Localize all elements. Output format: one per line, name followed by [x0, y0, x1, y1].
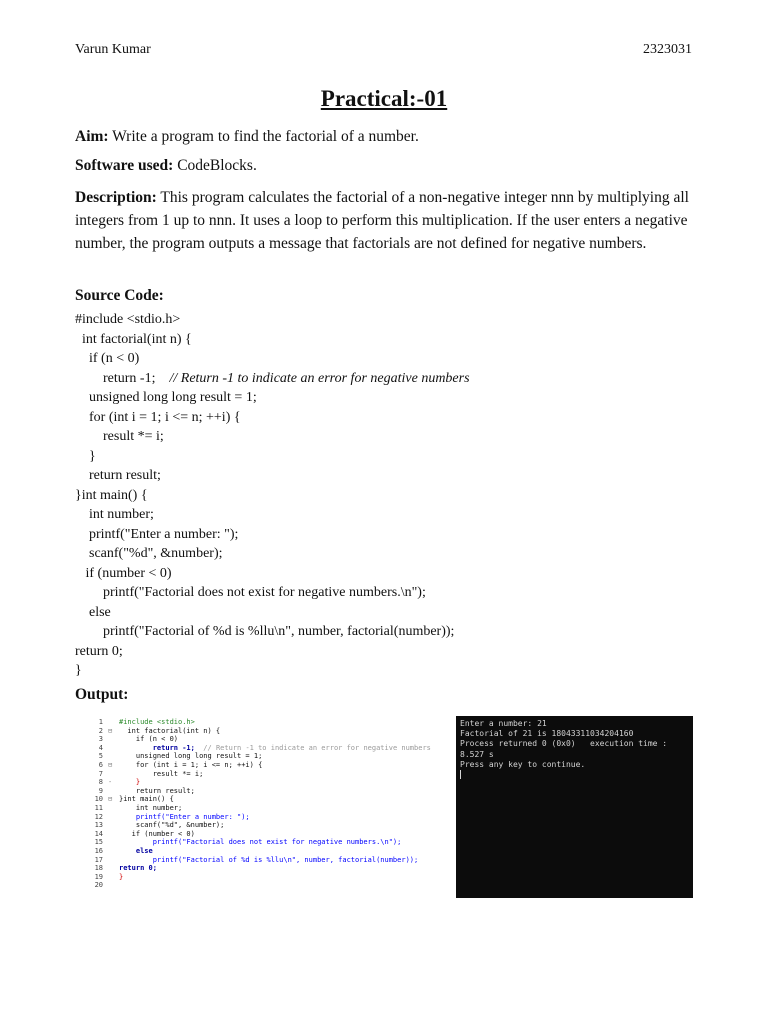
code-line: } [75, 663, 82, 678]
editor-line [119, 735, 431, 744]
line-number: 7 [98, 769, 103, 778]
editor-token: int factorial(int n) { [119, 726, 221, 735]
code-line: if (number < 0) [75, 565, 172, 581]
line-number: 15 [94, 838, 103, 847]
software-section [75, 154, 693, 177]
line-number: 14 [94, 829, 103, 838]
console-line: Enter a number: 21 [460, 719, 547, 728]
line-number: 19 [94, 872, 103, 881]
editor-comment: // Return -1 to indicate an error for negative numbers [203, 743, 431, 752]
editor-token: return result; [119, 786, 195, 795]
line-number: 16 [94, 846, 103, 855]
editor-line [119, 744, 431, 753]
code-line [75, 369, 695, 389]
console-line: Process returned 0 (0x0) execution time : [460, 739, 668, 749]
editor-line [119, 830, 431, 839]
line-number: 1 [98, 718, 103, 726]
editor-line [119, 838, 431, 847]
description-text: This program calculates the factorial of a non-negative integer nnn by multiplying all integers from 1 up to nnn. It uses a loop to perform this multiplication. If the user enters a negative number, the program outputs a message that factorials are not defined for negative numbers. [75, 189, 689, 252]
line-number: 12 [94, 812, 103, 821]
editor-line [119, 804, 431, 813]
editor-line [119, 813, 431, 822]
cursor-caret [460, 770, 461, 779]
line-number: 17 [94, 855, 103, 864]
editor-line [119, 847, 431, 856]
editor-token: #include <stdio.h> [119, 718, 195, 726]
editor-token: } [119, 778, 141, 787]
editor-line [119, 787, 431, 796]
code-line: }int main() { [75, 487, 148, 503]
editor-line [119, 761, 431, 770]
roll-number: 2323031 [643, 42, 692, 57]
code-line: } [75, 448, 96, 464]
editor-token: return 0; [119, 864, 157, 873]
line-number: 5 [98, 752, 103, 761]
editor-token: scanf("%d", &number); [119, 821, 225, 830]
code-line: else [75, 604, 111, 620]
code-line: printf("Factorial of %d is %llu\n", number, factorial(number)); [75, 624, 455, 639]
code-line: printf("Enter a number: "); [75, 526, 239, 542]
editor-line [119, 795, 431, 804]
line-number: 10 [94, 795, 103, 804]
source-code-heading: Source Code: [75, 287, 164, 304]
editor-token: unsigned long long result = 1; [119, 752, 263, 761]
console-line: 8.527 s [460, 749, 494, 759]
code-line: for (int i = 1; i <= n; ++i) { [75, 409, 241, 425]
code-line: return 0; [75, 643, 123, 659]
console-cursor-line [460, 770, 689, 782]
editor-line [119, 856, 431, 865]
page-header [75, 42, 692, 62]
author-name: Varun Kumar [75, 42, 151, 57]
line-number: 8 [98, 778, 103, 787]
aim-text: Write a program to find the factorial of a number. [108, 128, 419, 145]
line-number: 6 [98, 760, 103, 769]
console-line: Press any key to continue. [460, 759, 586, 769]
editor-token: } [119, 872, 124, 881]
editor-token: }int main() { [119, 795, 174, 804]
console-output-panel [456, 716, 693, 898]
fold-markers: ⊟ ⊟ - ⊟ [108, 726, 113, 804]
code-line: #include <stdio.h> [75, 312, 181, 327]
output-screenshot [75, 716, 693, 898]
output-heading: Output: [75, 686, 129, 703]
line-number: 3 [98, 735, 103, 744]
line-number: 9 [98, 786, 103, 795]
editor-line [119, 821, 431, 830]
code-text: return -1; [75, 370, 156, 386]
editor-token: printf("Factorial does not exist for negative numbers.\n"); [119, 838, 402, 847]
editor-token: else [119, 846, 153, 855]
aim-label: Aim: [75, 128, 109, 145]
code-line: printf("Factorial does not exist for negative numbers.\n"); [75, 585, 426, 600]
line-number: 2 [98, 726, 103, 735]
editor-code [119, 718, 431, 881]
code-comment: // Return -1 to indicate an error for negative numbers [169, 370, 470, 386]
editor-line [119, 778, 431, 787]
editor-line [119, 873, 431, 882]
editor-line [119, 770, 431, 779]
editor-line [119, 864, 431, 873]
editor-token: result *= i; [119, 769, 204, 778]
code-line: if (n < 0) [75, 351, 140, 366]
software-label: Software used: [75, 157, 174, 174]
editor-line [119, 727, 431, 736]
line-number: 13 [94, 821, 103, 830]
line-number: 4 [98, 743, 103, 752]
code-line: int factorial(int n) { [75, 331, 192, 347]
code-line: int number; [75, 507, 154, 522]
software-text: CodeBlocks. [173, 157, 257, 174]
editor-line [119, 718, 431, 727]
console-line: Factorial of 21 is 18043311034204160 [460, 729, 634, 739]
editor-token: for (int i = 1; i <= n; ++i) { [119, 760, 263, 769]
description-section [75, 186, 693, 255]
code-line: return result; [75, 468, 161, 483]
description-label: Description: [75, 189, 157, 206]
editor-line [119, 752, 431, 761]
code-editor-panel [75, 716, 456, 898]
line-number: 20 [94, 881, 103, 890]
line-number-gutter [75, 718, 103, 890]
editor-token: printf("Factorial of %d is %llu\n", number, factorial(number)); [119, 855, 419, 864]
editor-token: if (number < 0) [119, 829, 195, 838]
editor-token: int number; [119, 803, 183, 812]
line-number: 11 [94, 803, 103, 812]
editor-token: if (n < 0) [119, 735, 179, 744]
page-title: Practical:-01 [320, 86, 448, 111]
code-line: scanf("%d", &number); [75, 546, 223, 561]
source-code-block [75, 310, 695, 681]
editor-token: printf("Enter a number: "); [119, 812, 250, 821]
line-number: 18 [94, 864, 103, 873]
code-line: result *= i; [75, 429, 164, 444]
code-line: unsigned long long result = 1; [75, 390, 257, 405]
editor-token: return -1; [119, 743, 195, 752]
aim-section [75, 125, 693, 148]
